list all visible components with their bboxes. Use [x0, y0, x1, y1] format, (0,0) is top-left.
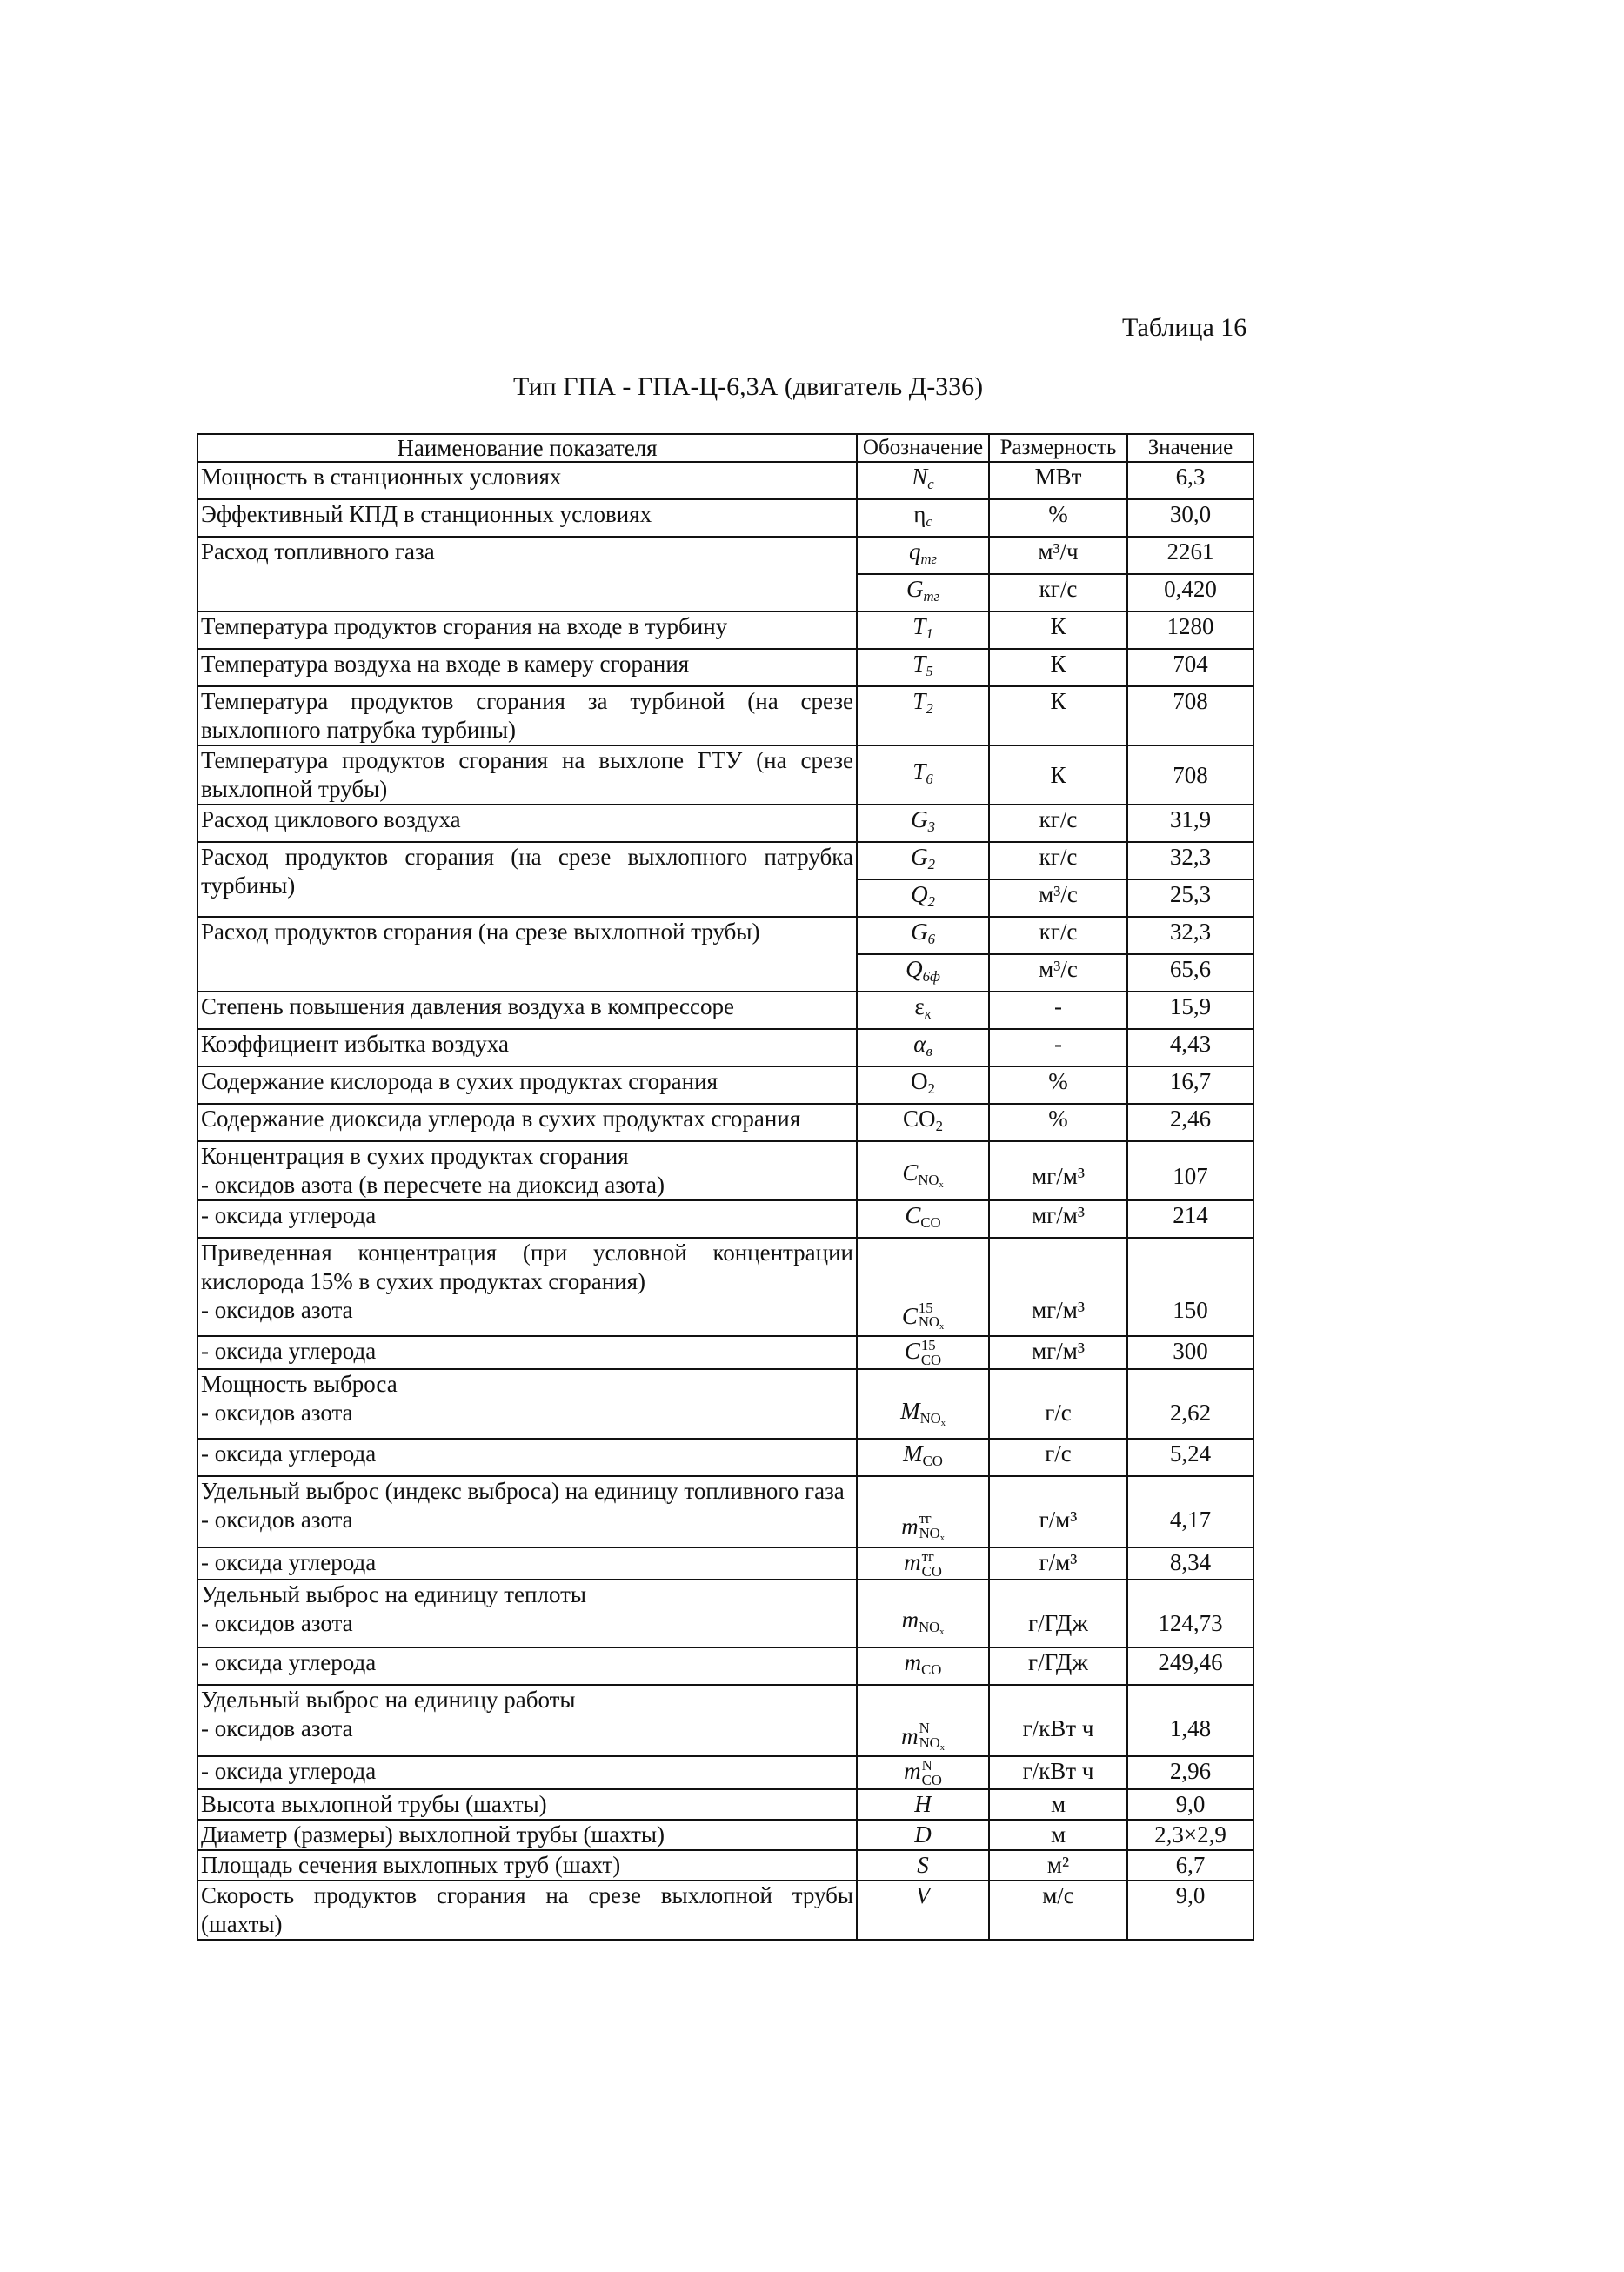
row-value: 708: [1127, 745, 1253, 805]
row-unit: кг/с: [989, 574, 1127, 611]
row-value: 4,43: [1127, 1029, 1253, 1066]
row-symbol: $M_{CO}$: [857, 1439, 989, 1476]
row-name: Эффективный КПД в станционных условиях: [197, 499, 857, 537]
row-symbol: $O_2$: [857, 1066, 989, 1104]
row-name: - оксида углерода: [197, 1647, 857, 1685]
table-row: [197, 649, 1253, 686]
group-heading: Удельный выброс (индекс выброса) на единицу топливного газа: [201, 1477, 845, 1504]
row-unit: К: [989, 611, 1127, 649]
row-unit: г/кВт ч: [989, 1756, 1127, 1789]
row-name: Скорость продуктов сгорания на срезе выхлопной трубы (шахты): [197, 1881, 857, 1940]
row-symbol: $CO_2$: [857, 1104, 989, 1141]
row-unit: м: [989, 1820, 1127, 1850]
column-header-unit: Размерность: [989, 434, 1127, 462]
table-row: [197, 686, 1253, 745]
row-value: 4,17: [1127, 1476, 1253, 1547]
row-value: 1280: [1127, 611, 1253, 649]
row-unit: %: [989, 499, 1127, 537]
row-symbol: $T_5$: [857, 649, 989, 686]
table-row: [197, 611, 1253, 649]
row-name: Высота выхлопной трубы (шахты): [197, 1789, 857, 1820]
row-symbol: $q_{тг}$: [857, 537, 989, 574]
row-unit: мг/м³: [989, 1141, 1127, 1200]
row-value: 25,3: [1127, 879, 1253, 917]
row-value: 2,46: [1127, 1104, 1253, 1141]
row-symbol: $M_{NO_x}$: [857, 1369, 989, 1439]
table-row: [197, 992, 1253, 1029]
row-name: - оксида углерода: [197, 1439, 857, 1476]
table-row: [197, 805, 1253, 842]
row-name: - оксида углерода: [197, 1547, 857, 1580]
nox-label: - оксидов азота: [201, 1297, 353, 1324]
row-symbol: $\alpha_в$: [857, 1029, 989, 1066]
row-symbol: $G_3$: [857, 805, 989, 842]
table-row: [197, 842, 1253, 879]
spec-table: [197, 433, 1254, 1941]
row-unit: МВт: [989, 462, 1127, 499]
row-symbol: D: [857, 1820, 989, 1850]
table-row: [197, 1647, 1253, 1685]
column-header-value: Значение: [1127, 434, 1253, 462]
row-value: 708: [1127, 686, 1253, 745]
row-name: [197, 1476, 857, 1547]
nox-label: - оксидов азота: [201, 1715, 353, 1742]
group-heading: Концентрация в сухих продуктах сгорания: [201, 1143, 629, 1170]
row-value: 2,62: [1127, 1369, 1253, 1439]
table-row: [197, 1820, 1253, 1850]
row-symbol: V: [857, 1881, 989, 1940]
row-name: Мощность в станционных условиях: [197, 462, 857, 499]
table-row: [197, 1850, 1253, 1881]
row-symbol: C 15 CO: [857, 1336, 989, 1369]
row-symbol: $N_c$: [857, 462, 989, 499]
row-value: 32,3: [1127, 917, 1253, 954]
row-unit: кг/с: [989, 805, 1127, 842]
row-value: 6,3: [1127, 462, 1253, 499]
row-symbol: $m_{CO}$: [857, 1647, 989, 1685]
table-number: Таблица 16: [1122, 313, 1247, 342]
column-header-symbol: Обозначение: [857, 434, 989, 462]
group-heading: Приведенная концентрация (при условной концентрации кислорода 15% в сухих продуктах сгорания): [201, 1240, 853, 1295]
row-unit: мг/м³: [989, 1200, 1127, 1238]
row-unit: -: [989, 1029, 1127, 1066]
row-name: - оксида углерода: [197, 1756, 857, 1789]
row-unit: м: [989, 1789, 1127, 1820]
row-value: 15,9: [1127, 992, 1253, 1029]
row-unit: г/ГДж: [989, 1580, 1127, 1647]
row-symbol: $T_2$: [857, 686, 989, 745]
row-value: 65,6: [1127, 954, 1253, 992]
row-value: 249,46: [1127, 1647, 1253, 1685]
row-unit: г/кВт ч: [989, 1685, 1127, 1756]
table-row: [197, 1685, 1253, 1756]
row-value: 8,34: [1127, 1547, 1253, 1580]
row-value: 2,96: [1127, 1756, 1253, 1789]
row-value: 9,0: [1127, 1789, 1253, 1820]
nox-label: - оксидов азота (в пересчете на диоксид азота): [201, 1172, 665, 1199]
row-unit: К: [989, 649, 1127, 686]
row-name: Расход продуктов сгорания (на срезе выхлопного патрубка турбины): [197, 842, 857, 917]
nox-label: - оксидов азота: [201, 1399, 353, 1426]
row-value: 31,9: [1127, 805, 1253, 842]
nox-label: - оксидов азота: [201, 1506, 353, 1533]
row-value: 150: [1127, 1238, 1253, 1336]
row-unit: г/ГДж: [989, 1647, 1127, 1685]
row-symbol: H: [857, 1789, 989, 1820]
row-unit: мг/м³: [989, 1336, 1127, 1369]
row-value: 5,24: [1127, 1439, 1253, 1476]
row-unit: г/с: [989, 1439, 1127, 1476]
table-header-row: [197, 434, 1253, 462]
row-unit: г/с: [989, 1369, 1127, 1439]
row-symbol: $C_{NO_x}$: [857, 1141, 989, 1200]
row-symbol: $T_6$: [857, 745, 989, 805]
row-name: Площадь сечения выхлопных труб (шахт): [197, 1850, 857, 1881]
row-name: Содержание кислорода в сухих продуктах сгорания: [197, 1066, 857, 1104]
row-symbol: $C_{CO}$: [857, 1200, 989, 1238]
row-value: 300: [1127, 1336, 1253, 1369]
table-row: [197, 917, 1253, 954]
row-value: 2261: [1127, 537, 1253, 574]
table-row: [197, 1104, 1253, 1141]
row-unit: м³/с: [989, 879, 1127, 917]
row-symbol: $\eta_c$: [857, 499, 989, 537]
table-row: [197, 1547, 1253, 1580]
row-value: 32,3: [1127, 842, 1253, 879]
row-unit: м/с: [989, 1881, 1127, 1940]
row-symbol: m N $NO_x$: [857, 1685, 989, 1756]
row-symbol: $G_{тг}$: [857, 574, 989, 611]
table-row: [197, 745, 1253, 805]
row-unit: кг/с: [989, 917, 1127, 954]
table-row: [197, 1141, 1253, 1200]
table-row: [197, 462, 1253, 499]
row-value: 1,48: [1127, 1685, 1253, 1756]
row-name: Коэффициент избытка воздуха: [197, 1029, 857, 1066]
row-name: Расход циклового воздуха: [197, 805, 857, 842]
row-symbol: $Q_2$: [857, 879, 989, 917]
row-value: 124,73: [1127, 1580, 1253, 1647]
row-name: - оксида углерода: [197, 1336, 857, 1369]
row-name: - оксида углерода: [197, 1200, 857, 1238]
row-unit: %: [989, 1066, 1127, 1104]
row-symbol: $G_2$: [857, 842, 989, 879]
row-value: 704: [1127, 649, 1253, 686]
row-unit: м³/ч: [989, 537, 1127, 574]
row-unit: г/м³: [989, 1476, 1127, 1547]
nox-label: - оксидов азота: [201, 1610, 353, 1637]
row-symbol: m тг $NO_x$: [857, 1476, 989, 1547]
table-row: [197, 1439, 1253, 1476]
row-symbol: m N CO: [857, 1756, 989, 1789]
table-row: [197, 1238, 1253, 1336]
row-unit: м²: [989, 1850, 1127, 1881]
group-heading: Мощность выброса: [201, 1370, 398, 1397]
table-row: [197, 1066, 1253, 1104]
table-row: [197, 1580, 1253, 1647]
table-row: [197, 499, 1253, 537]
row-unit: мг/м³: [989, 1238, 1127, 1336]
row-symbol: $Q_{6ф}$: [857, 954, 989, 992]
row-value: 30,0: [1127, 499, 1253, 537]
row-unit: г/м³: [989, 1547, 1127, 1580]
row-unit: %: [989, 1104, 1127, 1141]
table-row: [197, 1476, 1253, 1547]
row-name: Температура продуктов сгорания на выхлопе ГТУ (на срезе выхлопной трубы): [197, 745, 857, 805]
row-symbol: C 15 $NO_x$: [857, 1238, 989, 1336]
row-name: Расход продуктов сгорания (на срезе выхлопной трубы): [197, 917, 857, 992]
row-unit: м³/с: [989, 954, 1127, 992]
row-name: Температура продуктов сгорания за турбиной (на срезе выхлопного патрубка турбины): [197, 686, 857, 745]
row-name: [197, 1141, 857, 1200]
table-row: [197, 1336, 1253, 1369]
row-value: 0,420: [1127, 574, 1253, 611]
row-unit: К: [989, 745, 1127, 805]
table-caption: Тип ГПА - ГПА-Ц-6,3А (двигатель Д-336): [513, 372, 984, 401]
row-unit: кг/с: [989, 842, 1127, 879]
row-name: Содержание диоксида углерода в сухих продуктах сгорания: [197, 1104, 857, 1141]
table-row: [197, 1200, 1253, 1238]
row-value: 9,0: [1127, 1881, 1253, 1940]
table-row: [197, 1789, 1253, 1820]
row-name: Температура воздуха на входе в камеру сгорания: [197, 649, 857, 686]
row-name: Расход топливного газа: [197, 537, 857, 611]
row-value: 6,7: [1127, 1850, 1253, 1881]
row-symbol: $T_1$: [857, 611, 989, 649]
row-name: [197, 1238, 857, 1336]
column-header-name: Наименование показателя: [197, 434, 857, 462]
group-heading: Удельный выброс на единицу теплоты: [201, 1581, 587, 1608]
row-symbol: $G_6$: [857, 917, 989, 954]
row-unit: -: [989, 992, 1127, 1029]
row-value: 2,3×2,9: [1127, 1820, 1253, 1850]
row-name: Диаметр (размеры) выхлопной трубы (шахты): [197, 1820, 857, 1850]
table-row: [197, 537, 1253, 574]
row-value: 16,7: [1127, 1066, 1253, 1104]
row-name: Степень повышения давления воздуха в компрессоре: [197, 992, 857, 1029]
row-value: 214: [1127, 1200, 1253, 1238]
row-name: Температура продуктов сгорания на входе в турбину: [197, 611, 857, 649]
row-name: [197, 1580, 857, 1647]
table-row: [197, 1881, 1253, 1940]
row-value: 107: [1127, 1141, 1253, 1200]
row-symbol: $m_{NO_x}$: [857, 1580, 989, 1647]
table-row: [197, 1029, 1253, 1066]
row-symbol: $\varepsilon_к$: [857, 992, 989, 1029]
row-name: [197, 1369, 857, 1439]
group-heading: Удельный выброс на единицу работы: [201, 1687, 576, 1714]
row-symbol: S: [857, 1850, 989, 1881]
table-row: [197, 1756, 1253, 1789]
row-unit: К: [989, 686, 1127, 745]
table-row: [197, 1369, 1253, 1439]
row-symbol: m тг CO: [857, 1547, 989, 1580]
row-name: [197, 1685, 857, 1756]
